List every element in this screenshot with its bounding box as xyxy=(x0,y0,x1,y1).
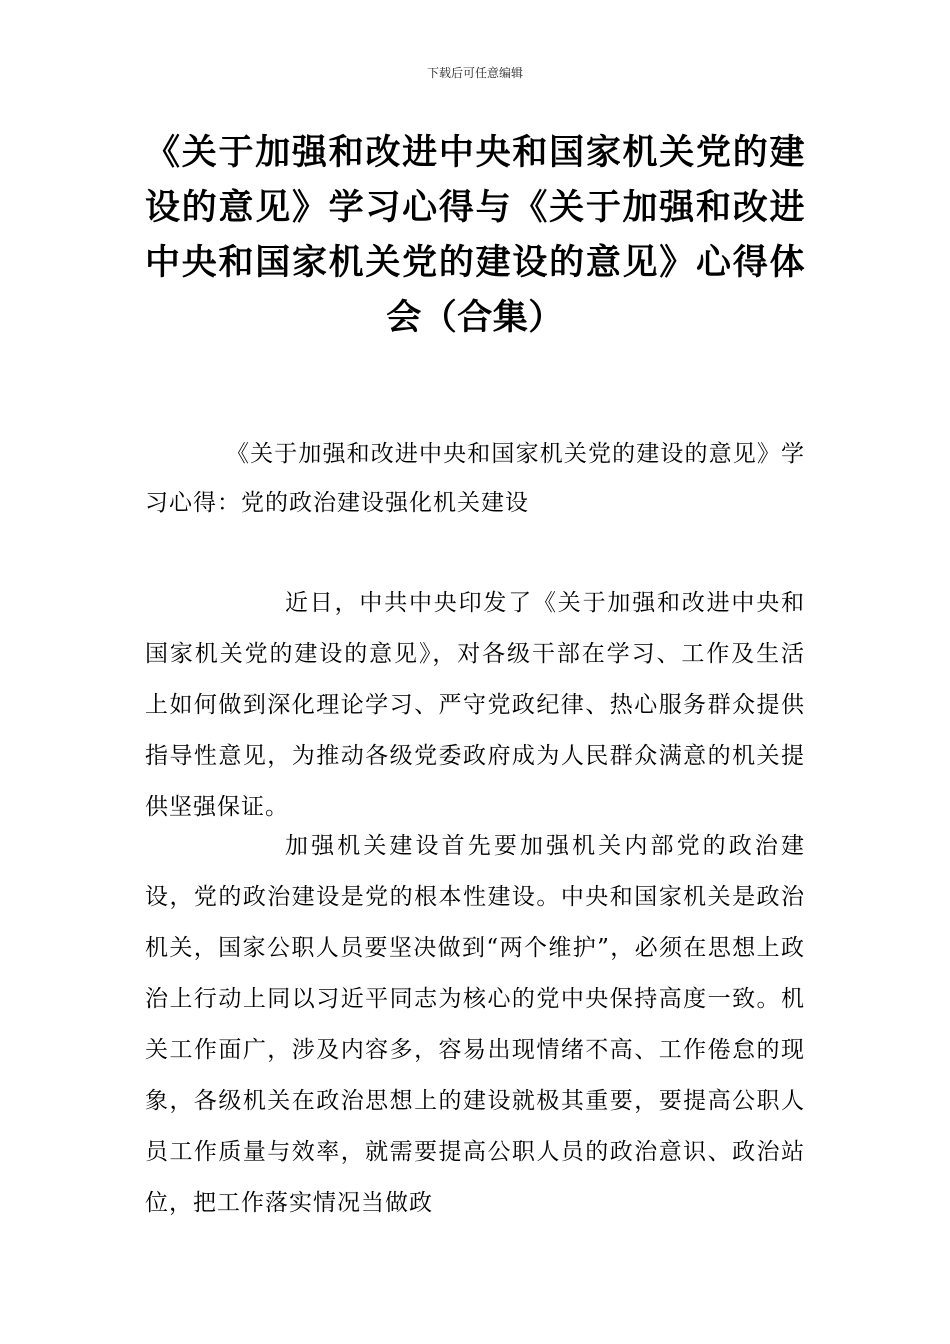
header-note: 下载后可任意编辑 xyxy=(426,66,523,80)
body-paragraph-1: 近日，中共中央印发了《关于加强和改进中央和国家机关党的建设的意见》，对各级干部在学习、工作及生活上如何做到深化理论学习、严守党政纪律、热心服务群众提供指导性意见，为推动各级党委政府成为人民群众满意的机关提供坚强保证。 xyxy=(145,590,805,820)
section-subtitle: 《关于加强和改进中央和国家机关党的建设的意见》学习心得：党的政治建设强化机关建设 xyxy=(145,441,805,516)
document-title: 《关于加强和改进中央和国家机关党的建设的意见》学习心得与《关于加强和改进中央和国家机关党的建设的意见》心得体会（合集） xyxy=(145,133,805,338)
body-paragraph-2: 加强机关建设首先要加强机关内部党的政治建设，党的政治建设是党的根本性建设。中央和国家机关是政治机关，国家公职人员要坚决做到“两个维护”，必须在思想上政治上行动上同以习近平同志为核心的党中央保持高度一致。机关工作面广，涉及内容多，容易出现情绪不高、工作倦怠的现象，各级机关在政治思想上的建设就极其重要，要提高公职人员工作质量与效率，就需要提高公职人员的政治意识、政治站位，把工作落实情况当做政 xyxy=(145,833,805,1216)
